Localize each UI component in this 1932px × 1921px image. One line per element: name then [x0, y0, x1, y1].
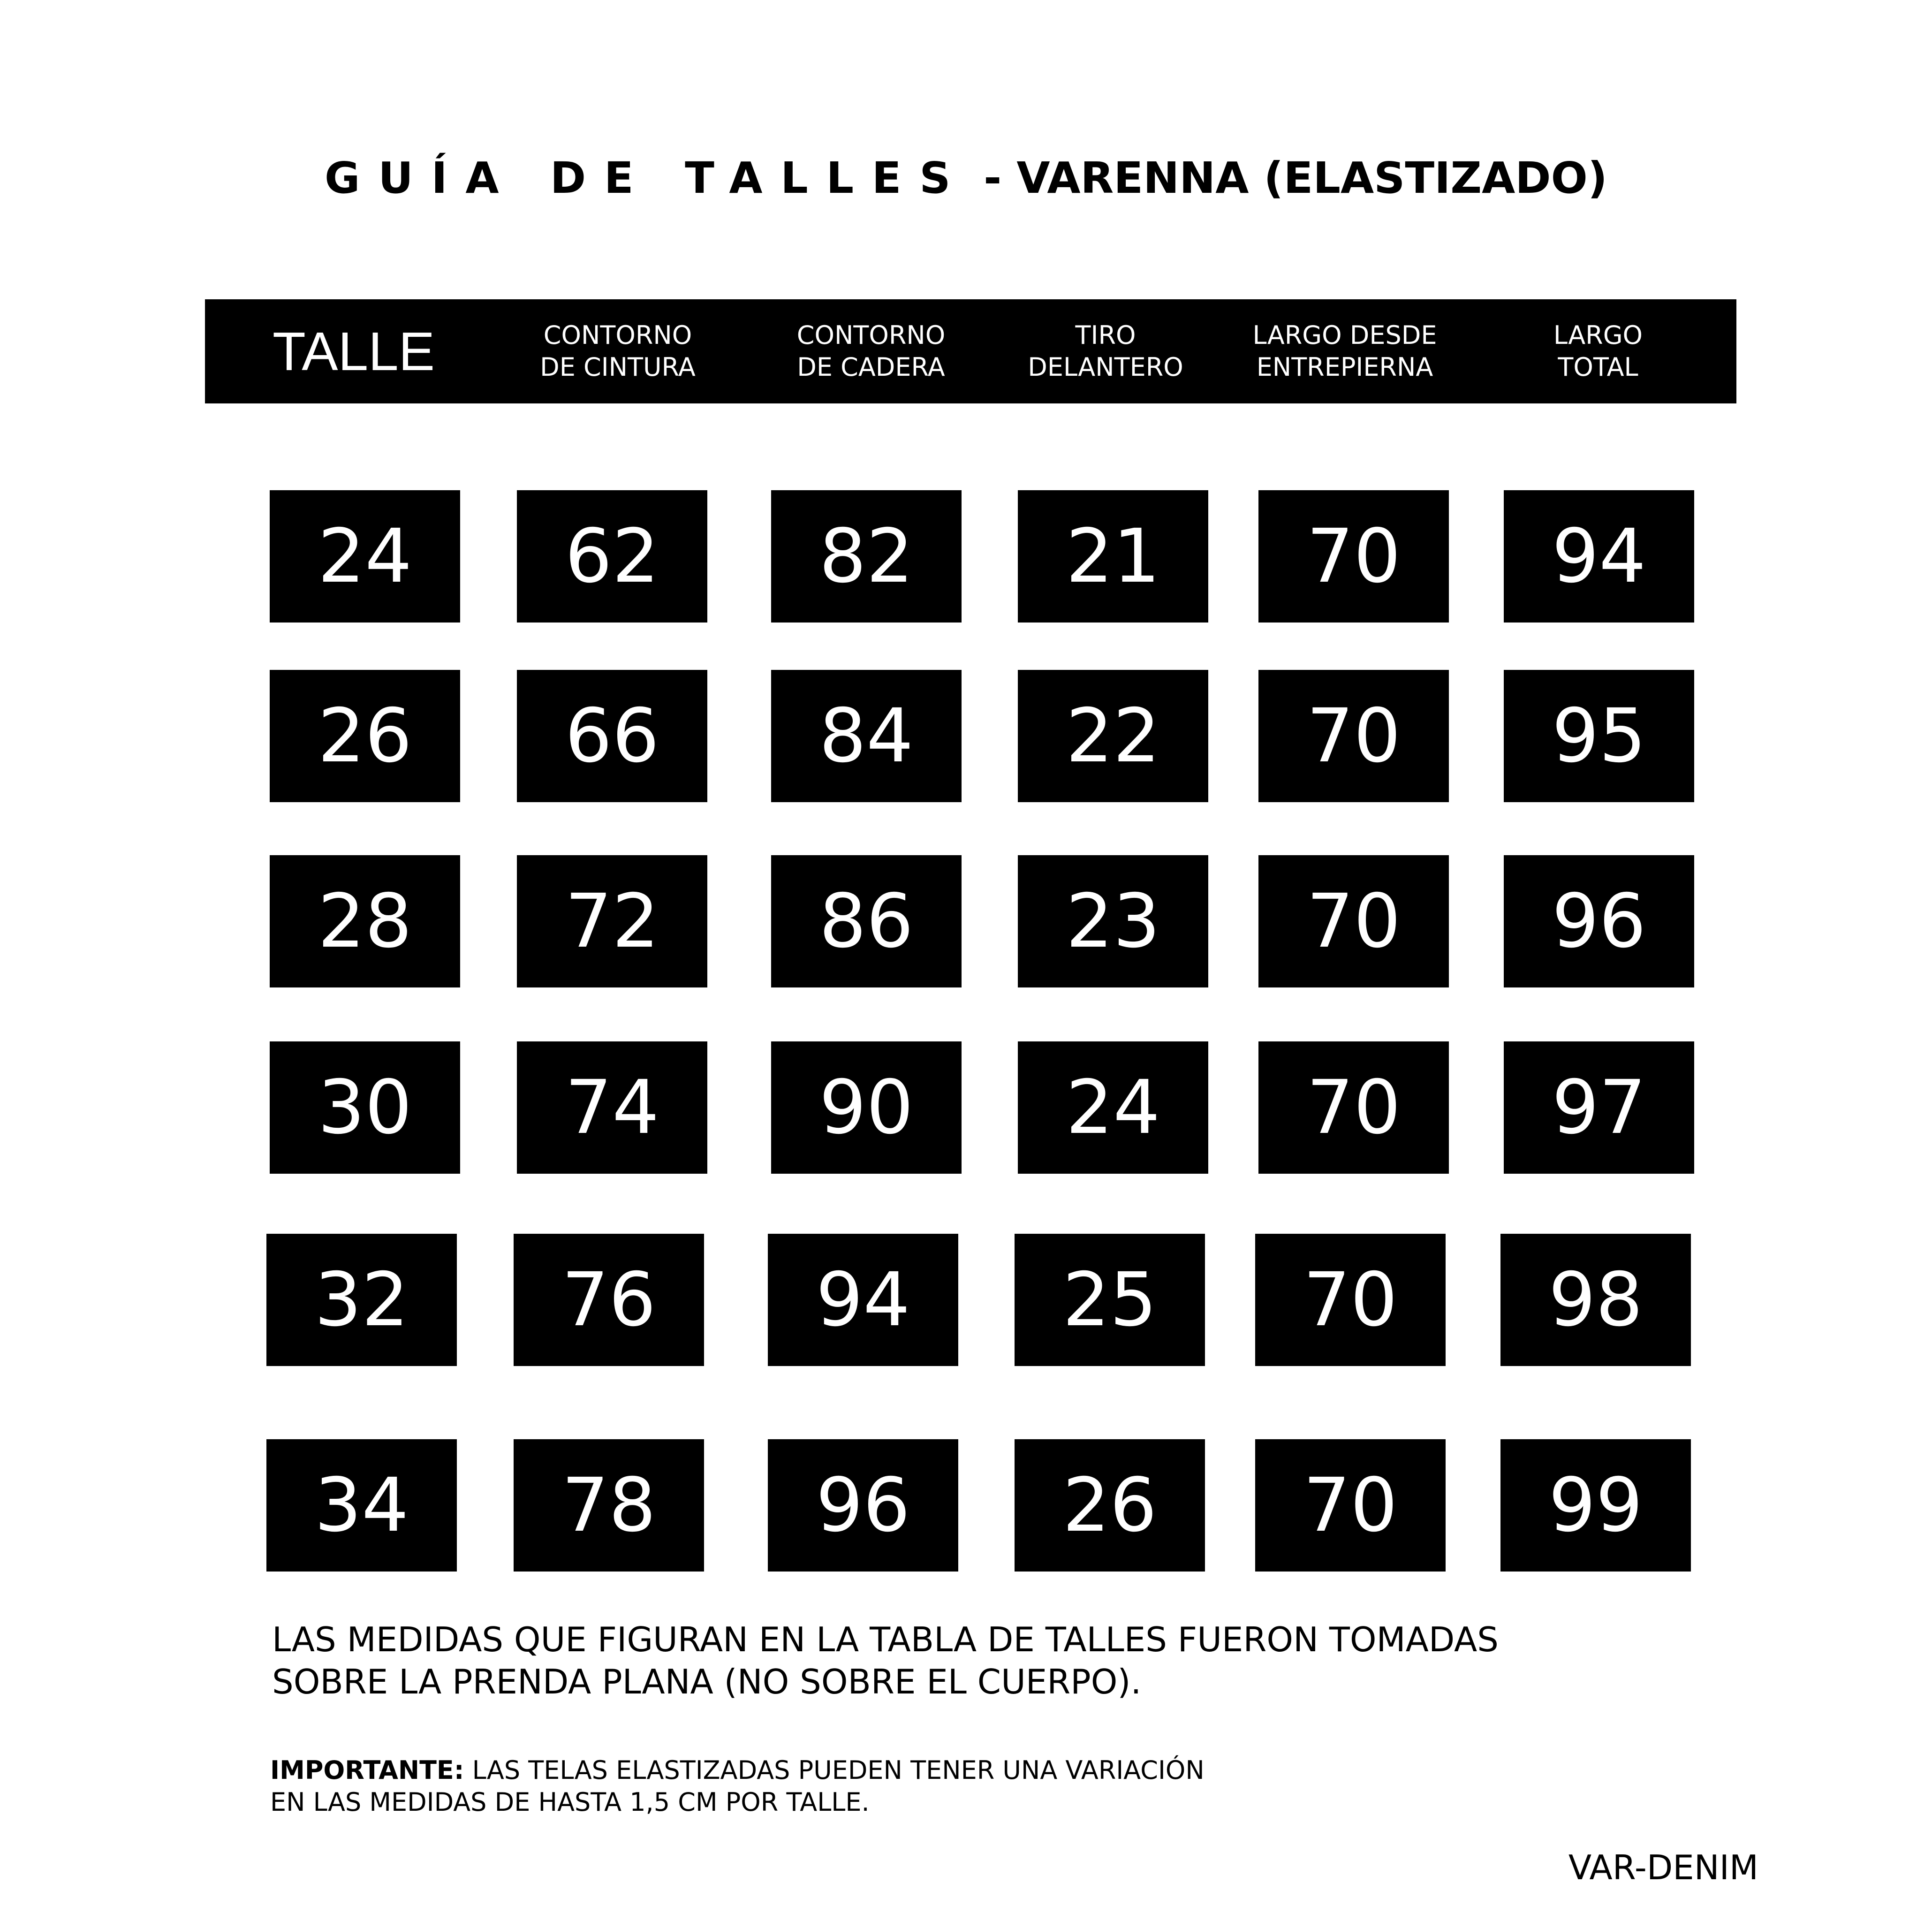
header-talle: TALLE — [272, 321, 435, 382]
header-largo-entrepierna: LARGO DESDE ENTREPIERNA — [1252, 320, 1437, 382]
cell-total: 96 — [1504, 855, 1694, 987]
cell-tiro: 23 — [1018, 855, 1208, 987]
cell-cintura: 72 — [517, 855, 707, 987]
cell-talle: 28 — [270, 855, 460, 987]
note-line-1: LAS MEDIDAS QUE FIGURAN EN LA TABLA DE TALLES FUERON TOMADAS — [272, 1620, 1499, 1659]
note-line-2: SOBRE LA PRENDA PLANA (NO SOBRE EL CUERPO). — [272, 1662, 1142, 1701]
cell-entrepierna: 70 — [1258, 490, 1449, 623]
cell-talle: 32 — [266, 1234, 457, 1366]
header-largo-total: LARGO TOTAL — [1553, 320, 1643, 382]
cell-tiro: 21 — [1018, 490, 1208, 623]
brand-name: VAR-DENIM — [1568, 1848, 1758, 1887]
title-separator: - — [969, 153, 1017, 203]
cell-total: 99 — [1500, 1439, 1691, 1572]
cell-cadera: 84 — [771, 670, 962, 802]
cell-total: 98 — [1500, 1234, 1691, 1366]
cell-tiro: 26 — [1015, 1439, 1205, 1572]
important-line-2: EN LAS MEDIDAS DE HASTA 1,5 CM POR TALLE. — [270, 1787, 870, 1817]
cell-cintura: 74 — [517, 1041, 707, 1174]
important-line-1: LAS TELAS ELASTIZADAS PUEDEN TENER UNA VARIACIÓN — [464, 1755, 1205, 1785]
cell-talle: 30 — [270, 1041, 460, 1174]
cell-cintura: 78 — [514, 1439, 704, 1572]
cell-total: 95 — [1504, 670, 1694, 802]
cell-total: 94 — [1504, 490, 1694, 623]
cell-cadera: 96 — [768, 1439, 958, 1572]
cell-cintura: 62 — [517, 490, 707, 623]
page-title — [0, 150, 1932, 206]
cell-entrepierna: 70 — [1258, 670, 1449, 802]
cell-tiro: 24 — [1018, 1041, 1208, 1174]
cell-talle: 34 — [266, 1439, 457, 1572]
cell-cadera: 90 — [771, 1041, 962, 1174]
cell-talle: 24 — [270, 490, 460, 623]
cell-tiro: 22 — [1018, 670, 1208, 802]
cell-talle: 26 — [270, 670, 460, 802]
cell-cadera: 86 — [771, 855, 962, 987]
title-suffix: VARENNA (ELASTIZADO) — [1016, 153, 1607, 203]
cell-total: 97 — [1504, 1041, 1694, 1174]
header-tiro-delantero: TIRO DELANTERO — [1028, 320, 1183, 382]
important-label: IMPORTANTE: — [270, 1755, 464, 1785]
cell-entrepierna: 70 — [1255, 1234, 1446, 1366]
cell-entrepierna: 70 — [1258, 855, 1449, 987]
table-header — [205, 299, 1736, 403]
cell-tiro: 25 — [1015, 1234, 1205, 1366]
important-note — [270, 1754, 1205, 1818]
cell-cadera: 94 — [768, 1234, 958, 1366]
cell-cintura: 66 — [517, 670, 707, 802]
measurement-note — [272, 1618, 1499, 1703]
cell-cadera: 82 — [771, 490, 962, 623]
header-contorno-cadera: CONTORNO DE CADERA — [796, 320, 946, 382]
cell-cintura: 76 — [514, 1234, 704, 1366]
cell-entrepierna: 70 — [1258, 1041, 1449, 1174]
title-prefix: GUÍA DE TALLES — [325, 153, 969, 203]
header-contorno-cintura: CONTORNO DE CINTURA — [540, 320, 696, 382]
cell-entrepierna: 70 — [1255, 1439, 1446, 1572]
